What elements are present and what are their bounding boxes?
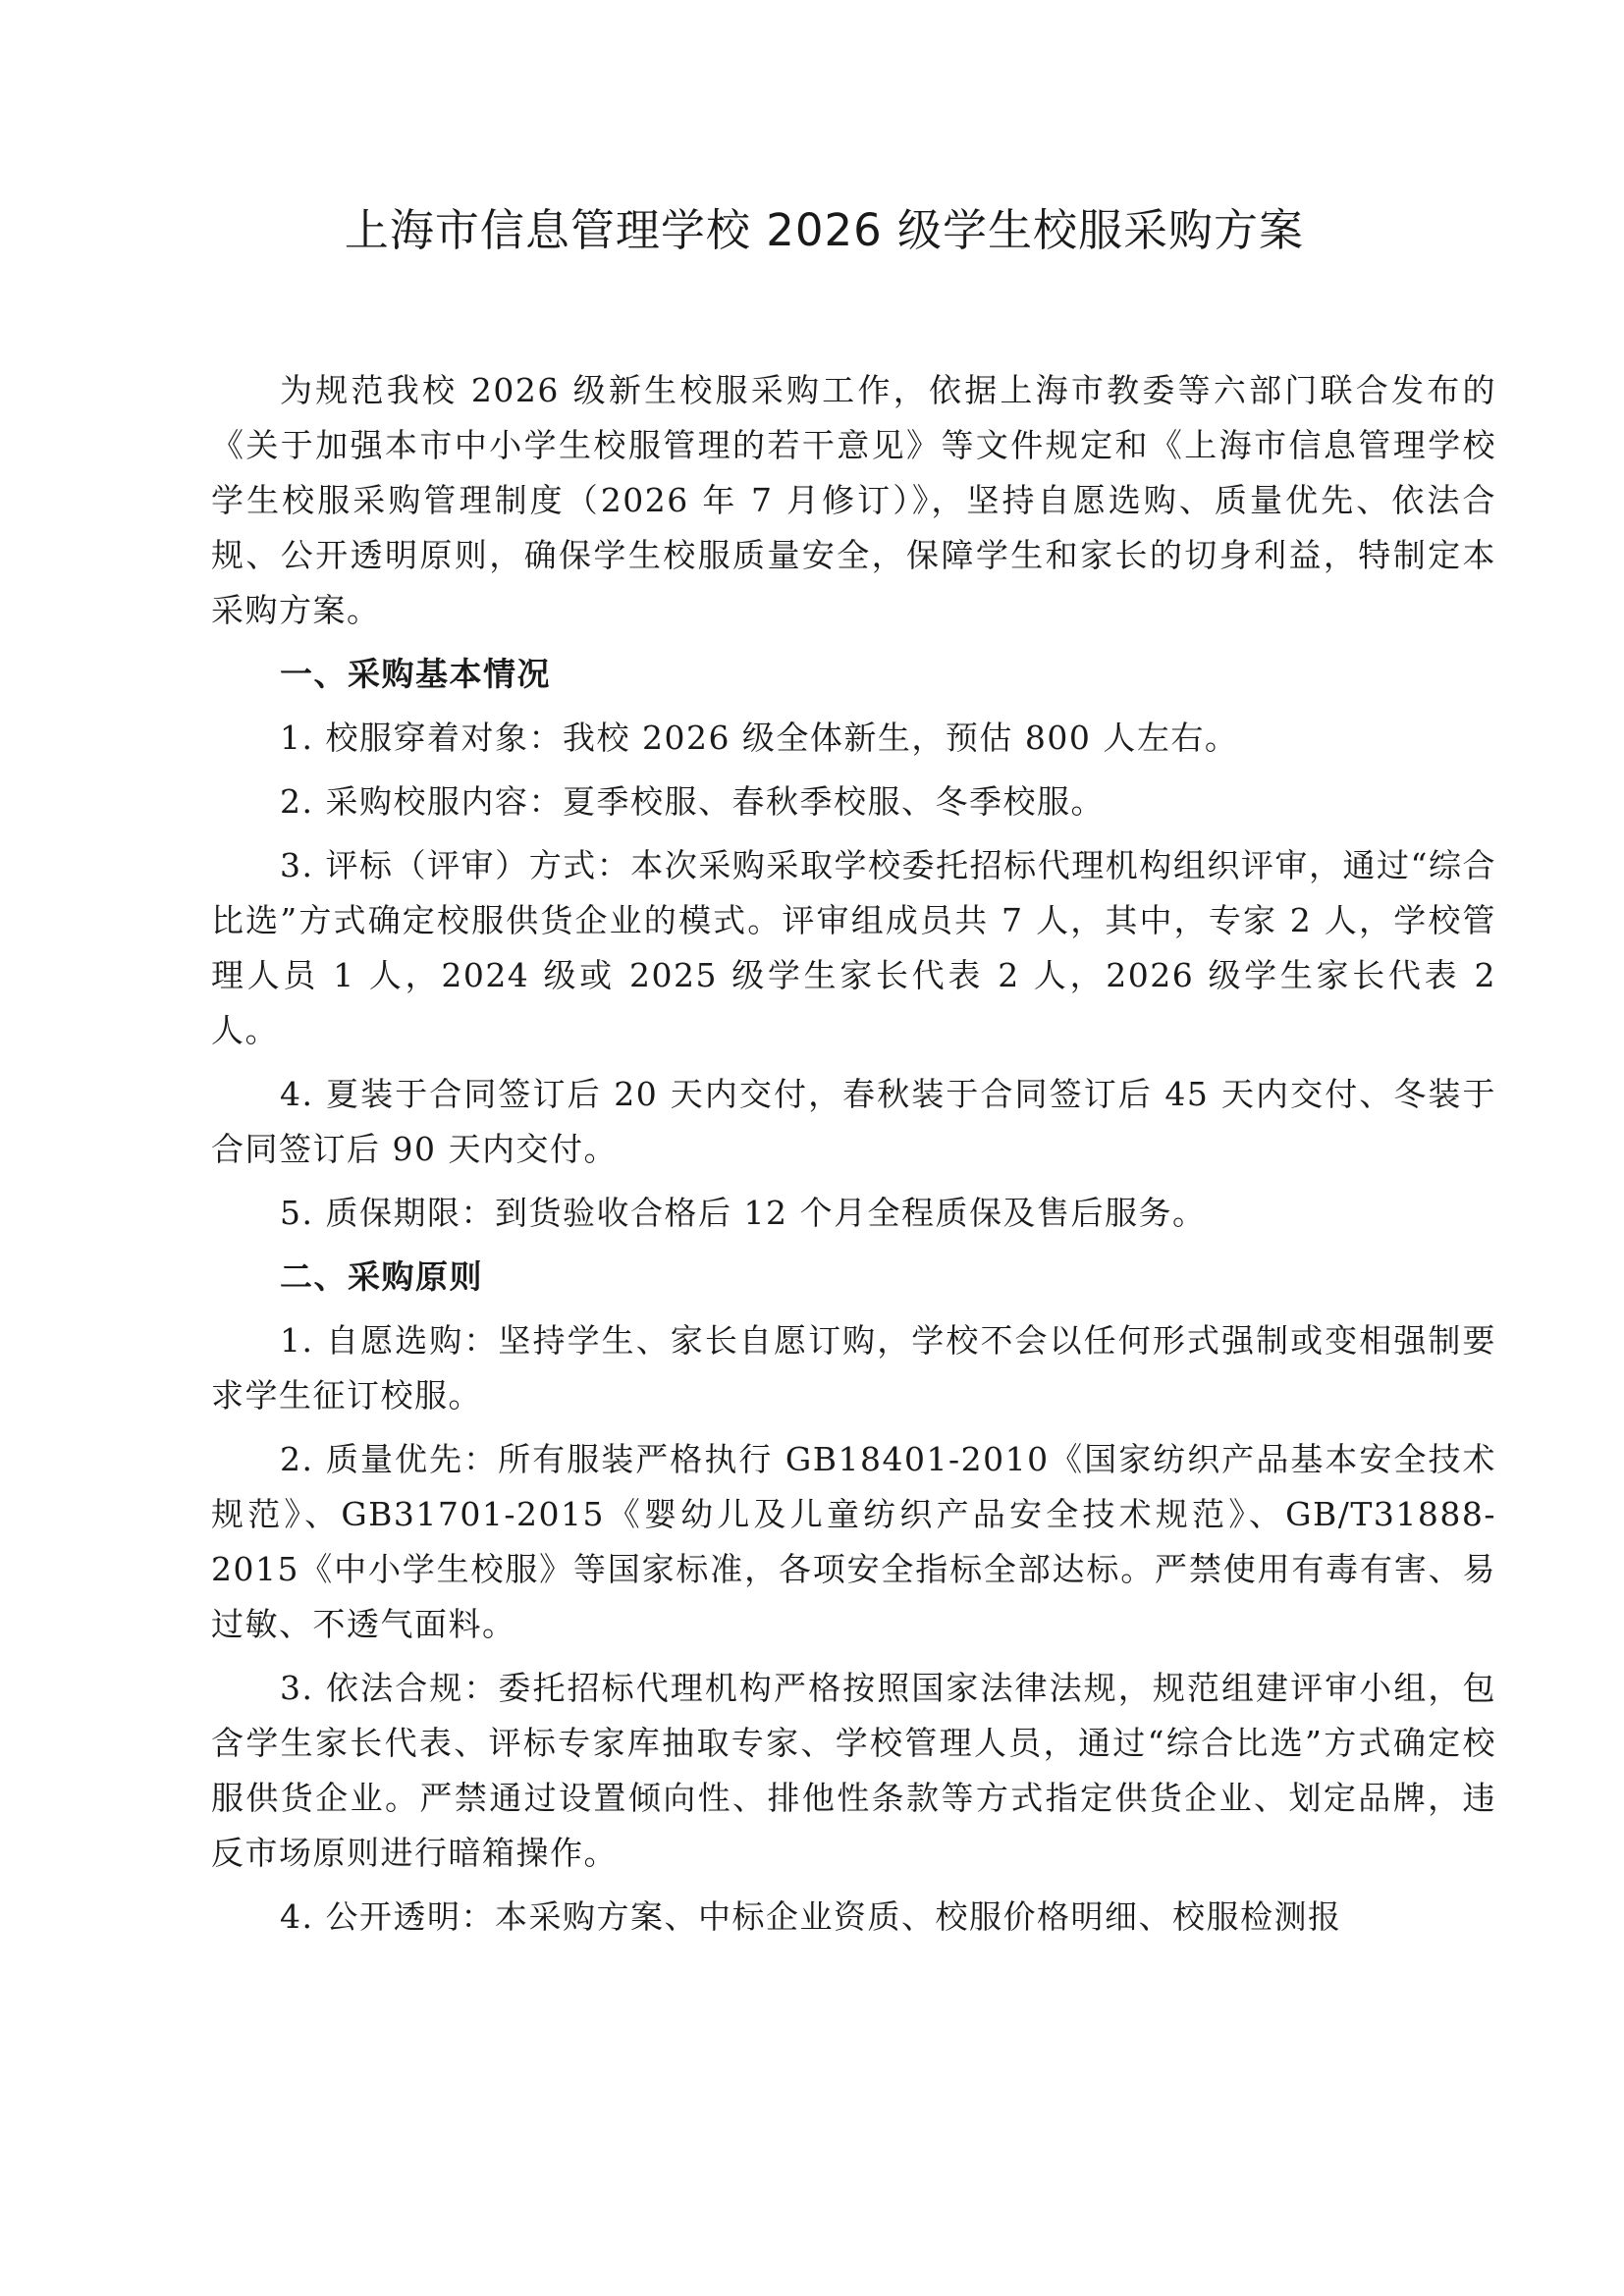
list-item: 1. 校服穿着对象：我校 2026 级全体新生，预估 800 人左右。 (280, 719, 1239, 757)
list-item: 4. 夏装于合同签订后 20 天内交付，春秋装于合同签订后 45 天内交付、冬装于合同签订后 90 天内交付。 (211, 1075, 1496, 1168)
list-item: 3. 依法合规：委托招标代理机构严格按照国家法律法规，规范组建评审小组，包含学生家长代表、评标专家库抽取专家、学校管理人员，通过“综合比选”方式确定校服供货企业。严禁通过设置倾向性、排他性条款等方式指定供货企业、划定品牌，违反市场原则进行暗箱操作。 (211, 1669, 1496, 1872)
section-heading: 二、采购原则 (280, 1257, 483, 1296)
section-basic-info (211, 647, 1496, 1250)
list-item: 1. 自愿选购：坚持学生、家长自愿订购，学校不会以任何形式强制或变相强制要求学生征订校服。 (211, 1321, 1496, 1415)
section-principles (211, 1250, 1496, 1953)
list-item: 4. 公开透明：本采购方案、中标企业资质、校服价格明细、校服检测报 (280, 1897, 1342, 1936)
intro-paragraph: 为规范我校 2026 级新生校服采购工作，依据上海市教委等六部门联合发布的《关于加强本市中小学生校服管理的若干意见》等文件规定和《上海市信息管理学校学生校服采购管理制度（2026 年 7 月修订）》，坚持自愿选购、质量优先、依法合规、公开透明原则，确保学生校服质量安全，保障学生和家长的切身利益，特制定本采购方案。 (211, 371, 1496, 629)
list-item: 2. 质量优先：所有服装严格执行 GB18401-2010《国家纺织产品基本安全技术规范》、GB31701-2015《婴幼儿及儿童纺织产品安全技术规范》、GB/T31888-2015《中小学生校服》等国家标准，各项安全指标全部达标。严禁使用有毒有害、易过敏、不透气面料。 (211, 1440, 1496, 1643)
document-title: 上海市信息管理学校 2026 级学生校服采购方案 (344, 204, 1305, 256)
list-item: 5. 质保期限：到货验收合格后 12 个月全程质保及售后服务。 (280, 1194, 1207, 1232)
section-heading: 一、采购基本情况 (280, 655, 551, 693)
list-item: 3. 评标（评审）方式：本次采购采取学校委托招标代理机构组织评审，通过“综合比选”方式确定校服供货企业的模式。评审组成员共 7 人，其中，专家 2 人，学校管理人员 1 人，2024 级或 2025 级学生家长代表 2 人，2026 级学生家长代表 2 人。 (211, 846, 1496, 1049)
list-item: 2. 采购校服内容：夏季校服、春秋季校服、冬季校服。 (280, 782, 1105, 821)
